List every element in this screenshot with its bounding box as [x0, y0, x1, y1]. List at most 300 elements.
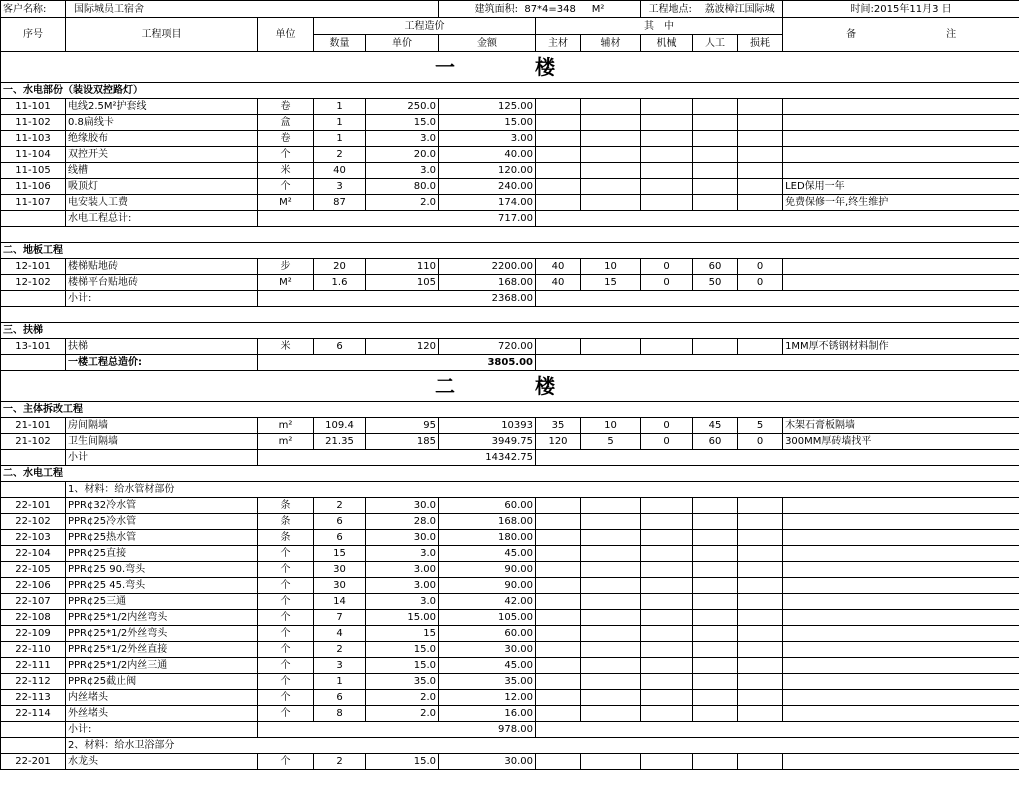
- row-item: 楼梯贴地砖: [66, 259, 258, 275]
- row-aux-mat: [581, 147, 641, 163]
- section-row: [1, 402, 1019, 418]
- date-value: 2015年11月3 日: [873, 3, 952, 15]
- row-aux-mat: [581, 706, 641, 722]
- table-row: [1, 259, 1019, 275]
- row-labor: 45: [693, 418, 738, 434]
- row-qty: 15: [314, 546, 366, 562]
- row-amount: 105.00: [439, 610, 536, 626]
- blank-cell: [1, 227, 1019, 243]
- row-machine: 0: [641, 418, 693, 434]
- table-row: [1, 754, 1019, 770]
- row-seq: 22-201: [1, 754, 66, 770]
- row-unit: 个: [258, 674, 314, 690]
- row-unit: 个: [258, 690, 314, 706]
- row-machine: 0: [641, 259, 693, 275]
- row-item: 水龙头: [66, 754, 258, 770]
- section-title: 二、地板工程: [1, 243, 1019, 259]
- row-machine: [641, 131, 693, 147]
- row-remark: [783, 275, 1019, 291]
- row-unit: 卷: [258, 131, 314, 147]
- row-labor: [693, 530, 738, 546]
- row-item: 0.8扁线卡: [66, 115, 258, 131]
- row-labor: [693, 147, 738, 163]
- col-aux-mat: 辅材: [581, 35, 641, 52]
- row-price: 35.0: [366, 674, 439, 690]
- row-loss: [738, 562, 783, 578]
- row-remark: [783, 674, 1019, 690]
- row-main-mat: [536, 163, 581, 179]
- row-loss: [738, 546, 783, 562]
- subtotal-row: [1, 211, 1019, 227]
- row-loss: 5: [738, 418, 783, 434]
- grand-total-row: [1, 355, 1019, 371]
- table-row: [1, 498, 1019, 514]
- col-loss: 损耗: [738, 35, 783, 52]
- row-loss: [738, 99, 783, 115]
- row-price: 2.0: [366, 690, 439, 706]
- row-item: 外丝堵头: [66, 706, 258, 722]
- row-amount: 30.00: [439, 754, 536, 770]
- row-aux-mat: [581, 498, 641, 514]
- row-seq: 21-102: [1, 434, 66, 450]
- subtotal-row: [1, 450, 1019, 466]
- site-cell: [641, 1, 783, 18]
- row-item: 电线2.5M²护套线: [66, 99, 258, 115]
- row-seq: 22-114: [1, 706, 66, 722]
- table-row: [1, 434, 1019, 450]
- row-amount: 120.00: [439, 163, 536, 179]
- row-seq: 22-110: [1, 642, 66, 658]
- blank-row: [1, 227, 1019, 243]
- row-aux-mat: [581, 514, 641, 530]
- row-loss: [738, 115, 783, 131]
- row-remark: [783, 578, 1019, 594]
- row-remark: [783, 706, 1019, 722]
- row-price: 3.0: [366, 594, 439, 610]
- row-item: 双控开关: [66, 147, 258, 163]
- row-machine: [641, 754, 693, 770]
- row-machine: [641, 626, 693, 642]
- row-main-mat: [536, 562, 581, 578]
- row-seq: 22-112: [1, 674, 66, 690]
- table-row: [1, 115, 1019, 131]
- row-qty: 1: [314, 131, 366, 147]
- total-label: 小计:: [66, 291, 258, 307]
- total-label: 小计: [66, 450, 258, 466]
- row-price: 30.0: [366, 530, 439, 546]
- row-loss: [738, 754, 783, 770]
- row-price: 3.0: [366, 546, 439, 562]
- row-unit: 个: [258, 147, 314, 163]
- row-item: PPR¢32冷水管: [66, 498, 258, 514]
- row-seq: 22-106: [1, 578, 66, 594]
- row-qty: 87: [314, 195, 366, 211]
- date-label: 时间:: [850, 3, 874, 15]
- row-remark: [783, 626, 1019, 642]
- table-row: [1, 642, 1019, 658]
- row-machine: [641, 562, 693, 578]
- row-main-mat: [536, 147, 581, 163]
- row-seq: 22-102: [1, 514, 66, 530]
- row-remark: [783, 498, 1019, 514]
- client-value: 国际城员工宿舍: [66, 1, 439, 18]
- col-amount: 金额: [439, 35, 536, 52]
- blank-cell: [536, 355, 1019, 371]
- row-price: 15.0: [366, 115, 439, 131]
- row-item: PPR¢25*1/2内丝三通: [66, 658, 258, 674]
- client-label: 客户名称:: [1, 1, 66, 18]
- row-main-mat: [536, 754, 581, 770]
- row-qty: 1: [314, 115, 366, 131]
- row-item: 线槽: [66, 163, 258, 179]
- row-labor: [693, 546, 738, 562]
- row-labor: [693, 754, 738, 770]
- row-aux-mat: [581, 530, 641, 546]
- row-qty: 2: [314, 642, 366, 658]
- row-qty: 109.4: [314, 418, 366, 434]
- col-remark: [783, 18, 1019, 52]
- row-unit: 个: [258, 754, 314, 770]
- row-amount: 10393: [439, 418, 536, 434]
- row-unit: 个: [258, 179, 314, 195]
- table-row: [1, 706, 1019, 722]
- row-unit: 条: [258, 514, 314, 530]
- row-qty: 4: [314, 626, 366, 642]
- section-row: [1, 466, 1019, 482]
- row-labor: [693, 610, 738, 626]
- row-seq: 13-101: [1, 339, 66, 355]
- row-machine: [641, 530, 693, 546]
- row-main-mat: [536, 546, 581, 562]
- row-qty: 40: [314, 163, 366, 179]
- blank-cell: [536, 450, 1019, 466]
- row-qty: 1: [314, 674, 366, 690]
- row-qty: 21.35: [314, 434, 366, 450]
- row-main-mat: [536, 131, 581, 147]
- row-unit: 盒: [258, 115, 314, 131]
- row-item: 吸顶灯: [66, 179, 258, 195]
- row-qty: 14: [314, 594, 366, 610]
- row-item: PPR¢25直接: [66, 546, 258, 562]
- row-labor: [693, 195, 738, 211]
- row-amount: 16.00: [439, 706, 536, 722]
- col-main-mat: 主材: [536, 35, 581, 52]
- row-aux-mat: [581, 642, 641, 658]
- row-labor: [693, 626, 738, 642]
- table-body: [1, 1, 1019, 770]
- row-remark: [783, 514, 1019, 530]
- row-price: 28.0: [366, 514, 439, 530]
- area-unit: M²: [591, 3, 605, 15]
- row-price: 120: [366, 339, 439, 355]
- row-amount: 40.00: [439, 147, 536, 163]
- row-qty: 6: [314, 690, 366, 706]
- row-main-mat: [536, 674, 581, 690]
- blank-cell: [1, 722, 66, 738]
- row-main-mat: [536, 610, 581, 626]
- table-row: [1, 339, 1019, 355]
- row-amount: 45.00: [439, 658, 536, 674]
- row-item: PPR¢25三通: [66, 594, 258, 610]
- row-machine: [641, 514, 693, 530]
- row-amount: 168.00: [439, 514, 536, 530]
- row-aux-mat: [581, 339, 641, 355]
- row-item: PPR¢25冷水管: [66, 514, 258, 530]
- row-machine: [641, 658, 693, 674]
- row-unit: 个: [258, 642, 314, 658]
- row-amount: 125.00: [439, 99, 536, 115]
- row-unit: m²: [258, 434, 314, 450]
- row-unit: 条: [258, 530, 314, 546]
- row-remark: [783, 562, 1019, 578]
- total-value: 2368.00: [258, 291, 536, 307]
- row-aux-mat: [581, 195, 641, 211]
- row-main-mat: [536, 658, 581, 674]
- row-unit: 步: [258, 259, 314, 275]
- row-remark: 木架石膏板隔墙: [783, 418, 1019, 434]
- row-remark: [783, 546, 1019, 562]
- table-row: [1, 163, 1019, 179]
- row-unit: M²: [258, 195, 314, 211]
- row-remark: [783, 131, 1019, 147]
- total-value: 717.00: [258, 211, 536, 227]
- col-qty: 数量: [314, 35, 366, 52]
- row-machine: [641, 706, 693, 722]
- row-loss: [738, 658, 783, 674]
- row-main-mat: [536, 498, 581, 514]
- floor-title: 一 楼: [1, 52, 1019, 83]
- table-row: [1, 690, 1019, 706]
- col-remark-b: 注: [946, 29, 957, 40]
- row-price: 105: [366, 275, 439, 291]
- row-unit: 个: [258, 610, 314, 626]
- table-row: [1, 530, 1019, 546]
- row-price: 80.0: [366, 179, 439, 195]
- row-qty: 6: [314, 514, 366, 530]
- row-loss: [738, 690, 783, 706]
- row-loss: [738, 163, 783, 179]
- row-aux-mat: [581, 115, 641, 131]
- row-seq: 22-111: [1, 658, 66, 674]
- row-unit: 米: [258, 339, 314, 355]
- row-machine: [641, 179, 693, 195]
- table-row: [1, 275, 1019, 291]
- row-price: 2.0: [366, 706, 439, 722]
- row-price: 15: [366, 626, 439, 642]
- table-row: [1, 195, 1019, 211]
- row-aux-mat: [581, 674, 641, 690]
- row-item: PPR¢25*1/2外丝弯头: [66, 626, 258, 642]
- row-loss: [738, 610, 783, 626]
- row-machine: [641, 690, 693, 706]
- row-item: 扶梯: [66, 339, 258, 355]
- table-row: [1, 658, 1019, 674]
- row-machine: [641, 99, 693, 115]
- row-unit: m²: [258, 418, 314, 434]
- row-aux-mat: [581, 658, 641, 674]
- row-loss: [738, 674, 783, 690]
- row-main-mat: [536, 626, 581, 642]
- table-row: [1, 99, 1019, 115]
- row-unit: 个: [258, 626, 314, 642]
- row-seq: 11-103: [1, 131, 66, 147]
- row-price: 110: [366, 259, 439, 275]
- row-price: 15.0: [366, 754, 439, 770]
- row-aux-mat: [581, 99, 641, 115]
- row-aux-mat: [581, 163, 641, 179]
- section-row: [1, 323, 1019, 339]
- row-main-mat: [536, 115, 581, 131]
- row-item: PPR¢25*1/2外丝直接: [66, 642, 258, 658]
- row-seq: 11-104: [1, 147, 66, 163]
- row-loss: [738, 706, 783, 722]
- row-loss: 0: [738, 275, 783, 291]
- row-seq: 22-109: [1, 626, 66, 642]
- row-qty: 2: [314, 754, 366, 770]
- row-loss: [738, 339, 783, 355]
- row-remark: [783, 690, 1019, 706]
- row-machine: [641, 610, 693, 626]
- row-seq: 11-106: [1, 179, 66, 195]
- row-loss: [738, 642, 783, 658]
- row-remark: LED保用一年: [783, 179, 1019, 195]
- row-remark: 300MM厚砖墙找平: [783, 434, 1019, 450]
- row-labor: [693, 658, 738, 674]
- row-amount: 3949.75: [439, 434, 536, 450]
- row-seq: 22-103: [1, 530, 66, 546]
- row-machine: [641, 498, 693, 514]
- row-amount: 60.00: [439, 626, 536, 642]
- row-seq: 21-101: [1, 418, 66, 434]
- row-price: 3.0: [366, 163, 439, 179]
- subsection-row: [1, 482, 1019, 498]
- blank-cell: [536, 291, 1019, 307]
- row-unit: 条: [258, 498, 314, 514]
- row-qty: 2: [314, 147, 366, 163]
- section-title: 三、扶梯: [1, 323, 1019, 339]
- row-machine: [641, 546, 693, 562]
- row-seq: 11-102: [1, 115, 66, 131]
- col-price: 单价: [366, 35, 439, 52]
- table-row: [1, 418, 1019, 434]
- subsection-row: [1, 738, 1019, 754]
- row-loss: [738, 626, 783, 642]
- row-unit: 卷: [258, 99, 314, 115]
- row-aux-mat: 5: [581, 434, 641, 450]
- row-seq: 22-101: [1, 498, 66, 514]
- site-label: 工程地点:: [648, 3, 692, 15]
- row-remark: [783, 147, 1019, 163]
- total-value: 978.00: [258, 722, 536, 738]
- row-qty: 30: [314, 562, 366, 578]
- section-title: 二、水电工程: [1, 466, 1019, 482]
- row-seq: 22-113: [1, 690, 66, 706]
- row-amount: 180.00: [439, 530, 536, 546]
- row-amount: 60.00: [439, 498, 536, 514]
- row-aux-mat: [581, 754, 641, 770]
- col-unit: 单位: [258, 18, 314, 52]
- row-qty: 1: [314, 99, 366, 115]
- row-amount: 3.00: [439, 131, 536, 147]
- row-amount: 90.00: [439, 578, 536, 594]
- floor-1-title-row: [1, 52, 1019, 83]
- row-qty: 3: [314, 179, 366, 195]
- table-row: [1, 179, 1019, 195]
- col-remark-a: 备: [846, 29, 857, 40]
- row-machine: [641, 642, 693, 658]
- row-remark: [783, 163, 1019, 179]
- blank-cell: [1, 211, 66, 227]
- row-machine: [641, 163, 693, 179]
- row-main-mat: [536, 99, 581, 115]
- row-loss: 0: [738, 259, 783, 275]
- row-main-mat: [536, 690, 581, 706]
- row-main-mat: 120: [536, 434, 581, 450]
- subtotal-row: [1, 291, 1019, 307]
- row-labor: [693, 642, 738, 658]
- row-remark: [783, 642, 1019, 658]
- row-aux-mat: 10: [581, 418, 641, 434]
- row-seq: 11-105: [1, 163, 66, 179]
- row-item: PPR¢25 45.弯头: [66, 578, 258, 594]
- row-machine: [641, 594, 693, 610]
- row-loss: [738, 594, 783, 610]
- row-aux-mat: [581, 179, 641, 195]
- row-qty: 3: [314, 658, 366, 674]
- date-cell: [783, 1, 1019, 18]
- row-machine: [641, 339, 693, 355]
- row-price: 2.0: [366, 195, 439, 211]
- row-price: 15.0: [366, 642, 439, 658]
- blank-cell: [1, 291, 66, 307]
- row-qty: 30: [314, 578, 366, 594]
- row-labor: 60: [693, 259, 738, 275]
- table-row: [1, 674, 1019, 690]
- row-remark: [783, 610, 1019, 626]
- row-item: PPR¢25热水管: [66, 530, 258, 546]
- row-main-mat: [536, 514, 581, 530]
- row-qty: 6: [314, 339, 366, 355]
- row-main-mat: [536, 195, 581, 211]
- row-qty: 2: [314, 498, 366, 514]
- row-loss: [738, 179, 783, 195]
- row-labor: [693, 131, 738, 147]
- row-qty: 20: [314, 259, 366, 275]
- area-cell: [439, 1, 641, 18]
- row-seq: 22-105: [1, 562, 66, 578]
- row-price: 30.0: [366, 498, 439, 514]
- table-row: [1, 610, 1019, 626]
- row-machine: 0: [641, 275, 693, 291]
- row-main-mat: [536, 530, 581, 546]
- row-amount: 30.00: [439, 642, 536, 658]
- blank-row: [1, 307, 1019, 323]
- col-cost-group: 工程造价: [314, 18, 536, 35]
- row-unit: 米: [258, 163, 314, 179]
- row-remark: [783, 115, 1019, 131]
- row-remark: [783, 594, 1019, 610]
- row-remark: [783, 259, 1019, 275]
- row-machine: [641, 147, 693, 163]
- row-machine: [641, 674, 693, 690]
- row-price: 15.0: [366, 658, 439, 674]
- table-row: [1, 514, 1019, 530]
- row-amount: 90.00: [439, 562, 536, 578]
- row-main-mat: [536, 706, 581, 722]
- row-item: 卫生间隔墙: [66, 434, 258, 450]
- row-labor: [693, 163, 738, 179]
- table-row: [1, 594, 1019, 610]
